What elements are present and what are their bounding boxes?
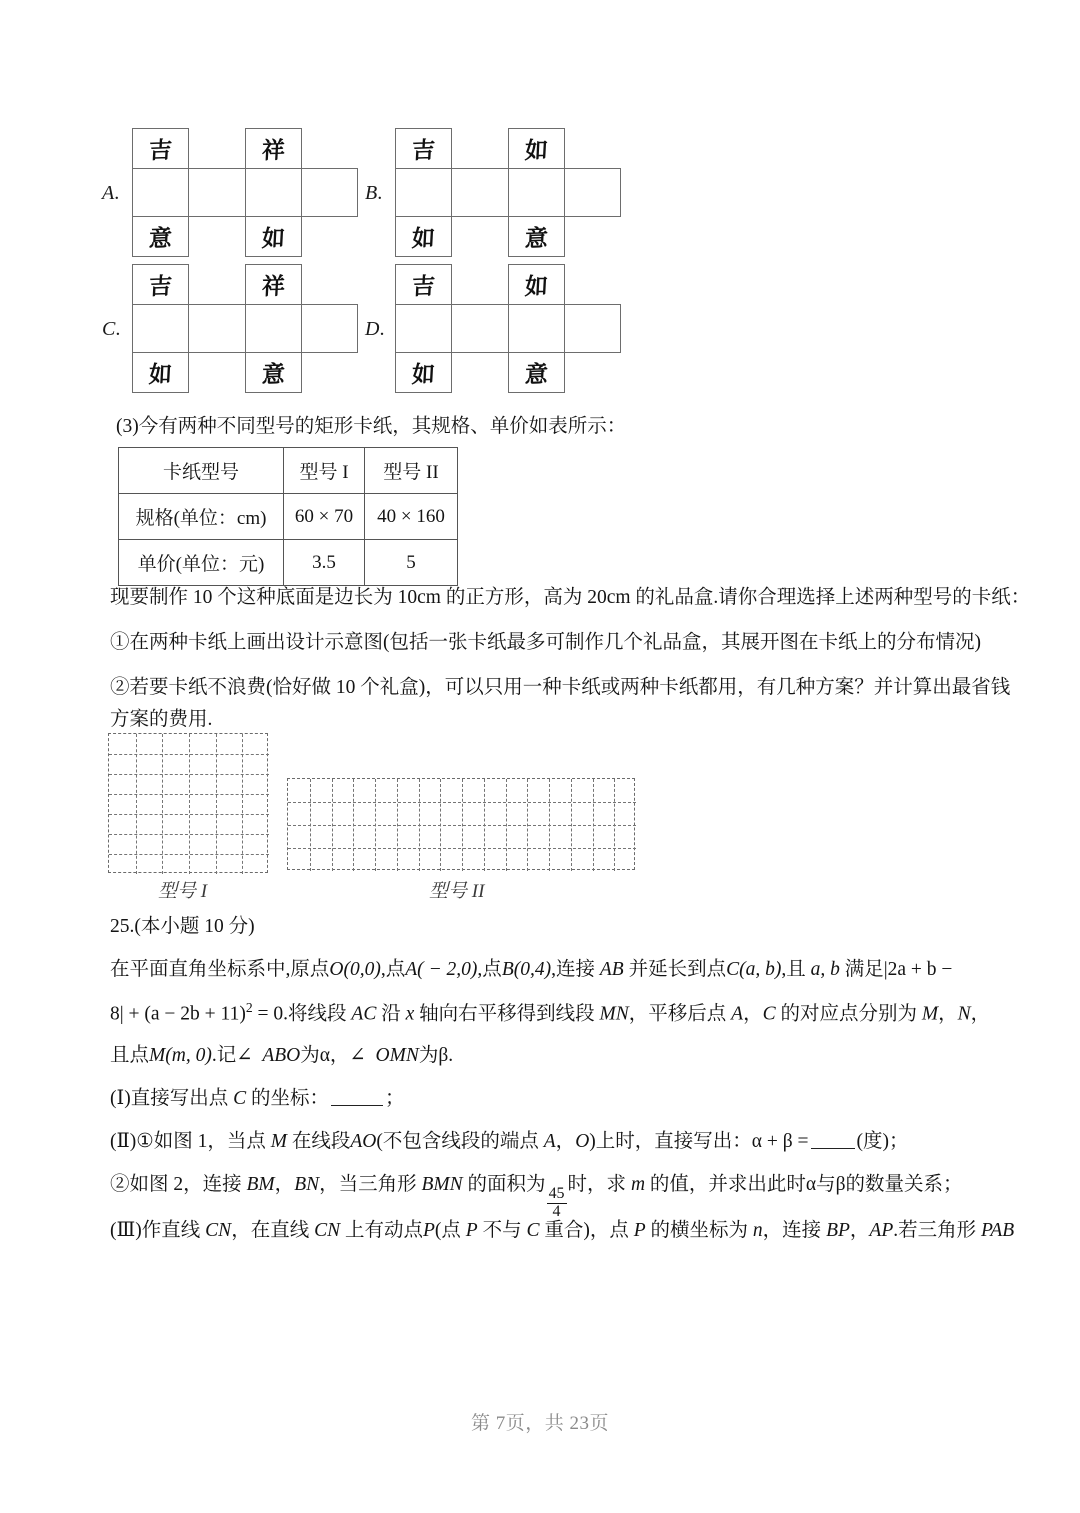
net-cell-mid-3 xyxy=(508,304,565,353)
table-row xyxy=(119,494,458,540)
table-row xyxy=(119,540,458,586)
text-run: ， xyxy=(970,1003,991,1025)
net-cell-mid-3 xyxy=(508,168,565,217)
text-run: 沿 xyxy=(376,1003,406,1025)
text-run: (不包含线段的端点 xyxy=(376,1131,544,1152)
grid-line-vertical xyxy=(162,734,163,874)
row-label-price: 单价(单位：元) xyxy=(119,540,284,586)
grid-line-horizontal xyxy=(109,774,269,775)
char-glyph: 如 xyxy=(261,225,286,253)
question-25-heading: 25.(本小题 10 分) xyxy=(110,916,255,937)
net-cell-mid-2 xyxy=(451,304,509,353)
char-glyph: 如 xyxy=(524,273,549,301)
cell-price-type1: 3.5 xyxy=(284,540,365,586)
text-run: ,且 xyxy=(781,959,811,980)
grid-line-horizontal xyxy=(288,825,636,826)
math-PAB: PAB xyxy=(981,1220,1015,1241)
net-cell-mid-2 xyxy=(451,168,509,217)
char-glyph: 如 xyxy=(411,361,436,389)
question-3-item-1: ①在两种卡纸上画出设计示意图(包括一张卡纸最多可制作几个礼品盒，其展开图在卡纸上的分布情况) xyxy=(110,632,981,653)
text-run: = 0.将线段 xyxy=(252,1003,352,1025)
math-n: n xyxy=(752,1220,763,1241)
math-AC: AC xyxy=(351,1003,377,1025)
net-cell-mid-4 xyxy=(301,168,358,217)
table-header-type: 卡纸型号 xyxy=(119,448,284,494)
math-Mm0: M(m, 0) xyxy=(149,1045,212,1066)
net-cell-mid-3 xyxy=(245,304,302,353)
grid-line-horizontal xyxy=(109,794,269,795)
math-CN2: CN xyxy=(314,1220,341,1241)
answer-blank[interactable] xyxy=(811,1129,855,1149)
text-run: 在平面直角坐标系中,原点 xyxy=(110,959,330,980)
net-cell-top-right xyxy=(245,128,302,169)
net-cell-top-right xyxy=(508,128,565,169)
text-run: 不与 xyxy=(477,1220,527,1241)
net-cell-mid-4 xyxy=(564,168,621,217)
grid-type-2 xyxy=(287,778,635,870)
text-run: (Ⅲ)作直线 xyxy=(110,1220,206,1241)
math-A2: A xyxy=(731,1003,744,1025)
grid-line-horizontal xyxy=(109,754,269,755)
math-O2: O xyxy=(575,1131,590,1152)
text-run: 为α，∠ xyxy=(300,1045,366,1066)
text-run: (点 xyxy=(434,1220,466,1241)
text-run: 的横坐标为 xyxy=(645,1220,753,1241)
question-25-sub-2 xyxy=(110,1127,909,1156)
char-glyph: 吉 xyxy=(148,273,173,301)
text-run: ， xyxy=(938,1003,958,1025)
math-O: O(0,0) xyxy=(329,959,381,980)
row-label-size: 规格(单位：cm) xyxy=(119,494,284,540)
char-glyph: 吉 xyxy=(411,273,436,301)
net-cell-top-left xyxy=(132,128,189,169)
text-run: ， xyxy=(743,1003,763,1025)
question-25-sub-4 xyxy=(110,1216,1014,1245)
math-ABO: ABO xyxy=(262,1045,301,1066)
table-header-type-1: 型号 I xyxy=(284,448,365,494)
net-cell-top-left xyxy=(395,264,452,305)
text-run: .若三角形 xyxy=(893,1220,981,1241)
math-AO: AO xyxy=(350,1131,377,1152)
grid-line-horizontal xyxy=(109,814,269,815)
question-3-paragraph: 现要制作 10 个这种底面是边长为 10cm 的正方形，高为 20cm 的礼品盒.请你合理选择上述两种型号的卡纸： xyxy=(110,587,1031,608)
question-25-sub-3 xyxy=(110,1170,963,1220)
grid-line-vertical xyxy=(136,734,137,874)
math-ab: a, b xyxy=(810,959,840,980)
math-C2: C xyxy=(762,1003,776,1025)
text-run: 为β. xyxy=(418,1045,454,1066)
grid-type-2-caption: 型号 II xyxy=(429,881,485,902)
table-row-header xyxy=(119,448,458,494)
net-cell-bottom-left xyxy=(395,216,452,257)
text-run: 并延长到点 xyxy=(623,959,727,980)
net-option-d xyxy=(363,264,863,392)
option-a-label: A. xyxy=(102,182,121,204)
math-A3: A xyxy=(543,1131,556,1152)
option-b-net xyxy=(395,128,621,256)
text-run: 满足|2a + b − xyxy=(839,959,953,980)
fraction-45-over-4 xyxy=(547,1186,567,1220)
math-M: M xyxy=(921,1003,939,1025)
math-BN: BN xyxy=(294,1174,320,1195)
text-run: 上有动点 xyxy=(340,1220,423,1241)
net-cell-bottom-left xyxy=(132,216,189,257)
net-cell-mid-3 xyxy=(245,168,302,217)
grid-type-1-caption: 型号 I xyxy=(158,881,208,902)
math-M2: M xyxy=(270,1131,287,1152)
text-run: ， xyxy=(274,1174,295,1195)
text-run: ，平移后点 xyxy=(628,1003,732,1025)
char-glyph: 意 xyxy=(148,225,173,253)
text-run: ,连接 xyxy=(551,959,600,980)
net-cell-top-left xyxy=(395,128,452,169)
option-d-net xyxy=(395,264,621,392)
question-25-line-3 xyxy=(110,1041,453,1070)
cell-size-type2: 40 × 160 xyxy=(365,494,458,540)
net-cell-top-right xyxy=(245,264,302,305)
question-25-line-2 xyxy=(110,998,990,1029)
char-glyph: 吉 xyxy=(148,137,173,165)
math-P: P xyxy=(422,1220,435,1241)
page-footer: 第 7页，共 23页 xyxy=(470,1413,609,1434)
math-MN: MN xyxy=(599,1003,629,1025)
text-run: ，当三角形 xyxy=(319,1174,422,1195)
net-cell-bottom-right xyxy=(508,352,565,393)
option-c-net xyxy=(132,264,358,392)
text-run: 的对应点分别为 xyxy=(775,1003,922,1025)
char-glyph: 如 xyxy=(411,225,436,253)
net-cell-bottom-right xyxy=(245,352,302,393)
grid-line-vertical xyxy=(216,734,217,874)
text-run: 且点 xyxy=(110,1045,150,1066)
answer-blank[interactable] xyxy=(331,1086,383,1106)
option-a-net xyxy=(132,128,358,256)
exponent-2: 2 xyxy=(245,1000,253,1015)
net-options-row-2 xyxy=(100,264,980,392)
math-P3: P xyxy=(633,1220,646,1241)
net-cell-bottom-left xyxy=(395,352,452,393)
math-CN: CN xyxy=(205,1220,232,1241)
text-run: )上时，直接写出：α + β = xyxy=(589,1131,809,1152)
math-A: A( − 2,0) xyxy=(405,959,478,980)
math-BM: BM xyxy=(246,1174,275,1195)
math-OMN: OMN xyxy=(375,1045,419,1066)
grid-line-horizontal xyxy=(109,834,269,835)
text-run: ②如图 2，连接 xyxy=(110,1174,247,1195)
math-x: x xyxy=(405,1003,415,1025)
text-run: 8| + (a − 2b + 11) xyxy=(110,1003,246,1025)
grid-type-2-box xyxy=(287,778,635,870)
grid-line-horizontal xyxy=(288,848,636,849)
text-run: ,点 xyxy=(477,959,502,980)
grid-line-vertical xyxy=(242,734,243,874)
grid-line-horizontal xyxy=(109,854,269,855)
text-run: 的值，并求出此时α与β的数量关系； xyxy=(645,1174,963,1195)
net-cell-top-right xyxy=(508,264,565,305)
card-spec-table xyxy=(118,447,458,586)
text-run: (Ⅱ)①如图 1，当点 xyxy=(110,1131,271,1152)
math-N: N xyxy=(957,1003,971,1025)
text-run: ； xyxy=(384,1088,405,1109)
grid-type-1-box xyxy=(108,733,268,873)
char-glyph: 吉 xyxy=(411,137,436,165)
math-C4: C xyxy=(526,1220,540,1241)
text-run: .记∠ xyxy=(211,1045,253,1066)
char-glyph: 如 xyxy=(524,137,549,165)
grid-line-horizontal xyxy=(288,802,636,803)
math-BP: BP xyxy=(826,1220,850,1241)
text-run: ，连接 xyxy=(762,1220,827,1241)
option-b-label: B. xyxy=(365,182,384,204)
net-options-row-1 xyxy=(100,128,980,256)
net-cell-mid-1 xyxy=(395,304,452,353)
option-d-label: D. xyxy=(365,318,386,340)
net-cell-mid-1 xyxy=(132,168,189,217)
net-cell-mid-2 xyxy=(188,168,246,217)
option-c-label: C. xyxy=(102,318,122,340)
cube-net-options xyxy=(100,128,980,390)
question-25-sub-1 xyxy=(110,1084,405,1113)
net-cell-bottom-left xyxy=(132,352,189,393)
char-glyph: 如 xyxy=(148,361,173,389)
text-run: ,点 xyxy=(380,959,406,980)
text-run: (度)； xyxy=(856,1131,909,1152)
char-glyph: 祥 xyxy=(261,137,286,165)
text-run: (Ⅰ)直接写出点 xyxy=(110,1088,234,1109)
net-cell-bottom-right xyxy=(508,216,565,257)
text-run: 在线段 xyxy=(286,1131,351,1152)
text-run: 时，求 xyxy=(567,1174,631,1195)
cell-size-type1: 60 × 70 xyxy=(284,494,365,540)
text-run: 的面积为 xyxy=(462,1174,546,1195)
net-cell-mid-2 xyxy=(188,304,246,353)
text-run: ，在直线 xyxy=(231,1220,315,1241)
net-cell-mid-1 xyxy=(395,168,452,217)
char-glyph: 意 xyxy=(524,225,549,253)
question-25-line-1 xyxy=(110,955,952,984)
fraction-numerator: 45 xyxy=(548,1185,565,1203)
math-B: B(0,4) xyxy=(501,959,552,980)
math-P2: P xyxy=(465,1220,478,1241)
math-BMN: BMN xyxy=(421,1174,463,1195)
grid-line-vertical xyxy=(189,734,190,874)
table-header-type-2: 型号 II xyxy=(365,448,458,494)
math-AB: AB xyxy=(599,959,624,980)
net-cell-mid-4 xyxy=(564,304,621,353)
text-run: ， xyxy=(849,1220,870,1241)
net-cell-mid-4 xyxy=(301,304,358,353)
net-option-b xyxy=(363,128,863,256)
grid-type-1 xyxy=(108,733,268,873)
cell-price-type2: 5 xyxy=(365,540,458,586)
char-glyph: 祥 xyxy=(261,273,286,301)
text-run: 重合)，点 xyxy=(539,1220,634,1241)
net-cell-top-left xyxy=(132,264,189,305)
math-C: C(a, b) xyxy=(726,959,782,980)
text-run: 的坐标： xyxy=(246,1088,329,1109)
fraction-denominator: 4 xyxy=(552,1202,561,1220)
char-glyph: 意 xyxy=(261,361,286,389)
char-glyph: 意 xyxy=(524,361,549,389)
net-cell-mid-1 xyxy=(132,304,189,353)
math-C3: C xyxy=(233,1088,247,1109)
text-run: ， xyxy=(555,1131,576,1152)
question-3-item-2: ②若要卡纸不浪费(恰好做 10 个礼盒)，可以只用一种卡纸或两种卡纸都用，有几种方案？并计算出最省钱 xyxy=(110,677,1011,698)
math-AP: AP xyxy=(869,1220,894,1241)
math-m: m xyxy=(630,1174,646,1195)
text-run: 轴向右平移得到线段 xyxy=(414,1003,600,1025)
question-3-item-2-cont: 方案的费用. xyxy=(110,709,213,730)
net-cell-bottom-right xyxy=(245,216,302,257)
question-3-stem: (3)今有两种不同型号的矩形卡纸，其规格、单价如表所示： xyxy=(116,416,627,437)
